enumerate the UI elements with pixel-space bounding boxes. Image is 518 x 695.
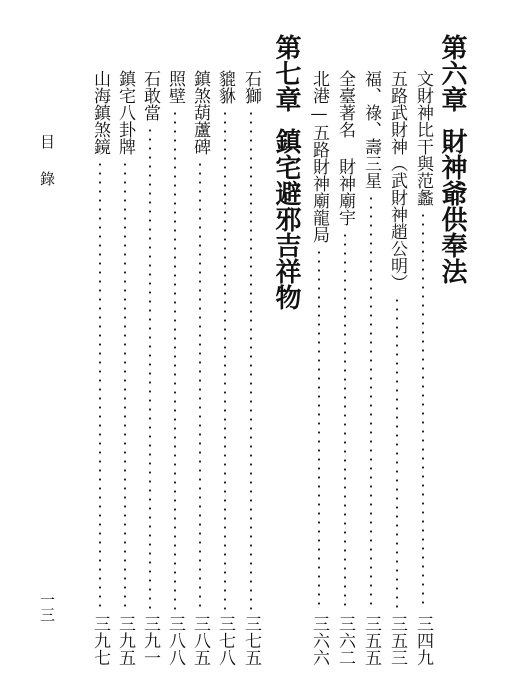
entry-page: 三八五 bbox=[190, 615, 210, 666]
dot-leader bbox=[344, 231, 346, 610]
toc-entry bbox=[89, 70, 111, 666]
dot-leader bbox=[174, 109, 176, 610]
entry-page: 三九七 bbox=[90, 615, 110, 666]
toc-entry bbox=[139, 70, 161, 666]
toc-entry bbox=[360, 70, 382, 666]
dot-leader bbox=[149, 126, 151, 610]
toc-entry bbox=[386, 70, 408, 666]
chapter-7-heading bbox=[271, 34, 301, 310]
dot-leader bbox=[370, 194, 372, 610]
entry-page: 三五五 bbox=[361, 615, 381, 666]
toc-entry bbox=[240, 70, 262, 666]
dot-leader bbox=[199, 160, 201, 610]
running-title: 目錄 bbox=[38, 134, 56, 208]
dot-leader bbox=[396, 296, 398, 610]
entry-title: 鎮宅八卦牌 bbox=[115, 70, 135, 155]
entry-title: 山海鎮煞鏡 bbox=[90, 70, 110, 155]
entry-page: 三四九 bbox=[413, 615, 433, 666]
chapter-6-heading bbox=[437, 34, 467, 284]
toc-entry bbox=[164, 70, 186, 666]
toc-entry bbox=[308, 70, 330, 666]
entry-title: 照壁 bbox=[165, 70, 185, 104]
entry-page: 三五三 bbox=[387, 615, 407, 666]
toc-entry bbox=[412, 70, 434, 666]
chapter-7-title: 鎮宅避邪吉祥物 bbox=[271, 128, 301, 310]
dot-leader bbox=[99, 160, 101, 610]
dot-leader bbox=[318, 248, 320, 610]
toc-entry bbox=[114, 70, 136, 666]
entry-title: 貔貅 bbox=[215, 70, 235, 104]
entry-title: 全臺著名 財神廟宇 bbox=[335, 70, 355, 226]
entry-title: 五路武財神（武財神趙公明） bbox=[387, 70, 407, 291]
entry-title: 福、祿、壽三星 bbox=[361, 70, 381, 189]
page-number: 一三 bbox=[38, 592, 56, 622]
entry-page: 三七八 bbox=[215, 615, 235, 666]
entry-title: 北港—五路財神廟龍局 bbox=[309, 70, 329, 243]
chapter-6-title: 財神爺供奉法 bbox=[437, 128, 467, 284]
chapter-6-label: 第六章 bbox=[437, 34, 467, 112]
dot-leader bbox=[224, 109, 226, 610]
entry-page: 三九五 bbox=[115, 615, 135, 666]
entry-title: 文財神比干與范蠡 bbox=[413, 70, 433, 206]
entry-page: 三六二 bbox=[335, 615, 355, 666]
entry-page: 三九一 bbox=[140, 615, 160, 666]
toc-entry bbox=[334, 70, 356, 666]
toc-entry bbox=[189, 70, 211, 666]
entry-page: 三七五 bbox=[241, 615, 261, 666]
dot-leader bbox=[422, 211, 424, 610]
entry-page: 三八八 bbox=[165, 615, 185, 666]
dot-leader bbox=[250, 109, 252, 610]
entry-page: 三六六 bbox=[309, 615, 329, 666]
toc-entry bbox=[214, 70, 236, 666]
entry-title: 石敢當 bbox=[140, 70, 160, 121]
dot-leader bbox=[124, 160, 126, 610]
entry-title: 石獅 bbox=[241, 70, 261, 104]
entry-title: 鎮煞葫蘆碑 bbox=[190, 70, 210, 155]
chapter-7-label: 第七章 bbox=[271, 34, 301, 112]
